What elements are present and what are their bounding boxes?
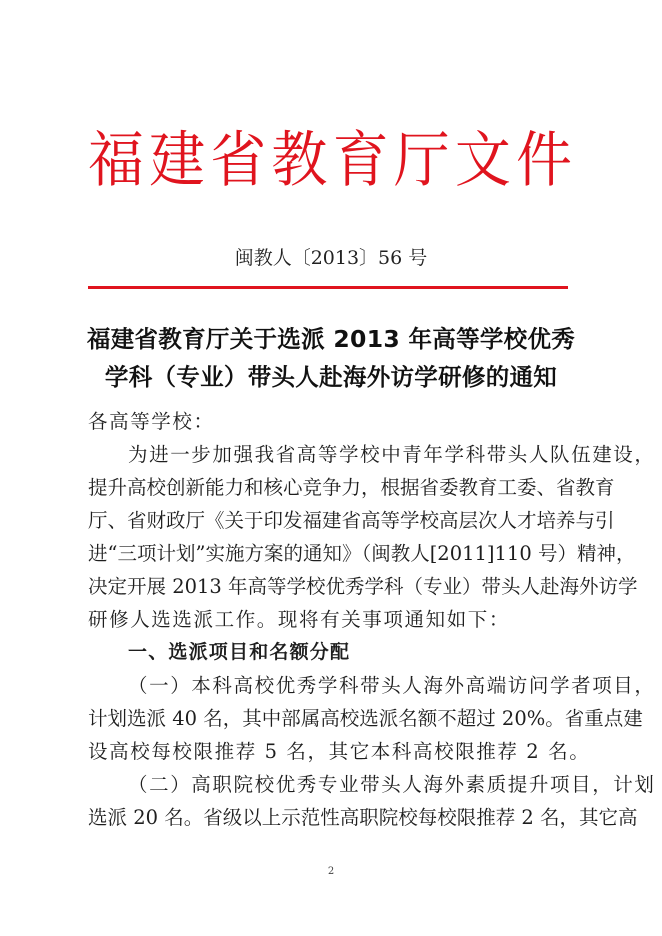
body-line: 选派 20 名。省级以上示范性高职院校每校限推荐 2 名，其它高	[88, 806, 638, 829]
body-line: 厅、省财政厅《关于印发福建省高等学校高层次人才培养与引	[88, 509, 615, 532]
masthead-char: 建	[149, 125, 206, 196]
body-line: 进“三项计划”实施方案的通知》（闽教人[2011]110 号）精神，	[88, 542, 636, 565]
body-line: 计划选派 40 名，其中部属高校选派名额不超过 20%。省重点建	[88, 707, 643, 730]
title-line-1: 福建省教育厅关于选派 2013 年高等学校优秀	[86, 325, 576, 353]
body-line: （二）高职院校优秀专业带头人海外素质提升项目，计划	[128, 773, 656, 796]
masthead-char: 厅	[393, 125, 450, 196]
salutation: 各高等学校：	[88, 410, 215, 433]
title-line-2: 学科（专业）带头人赴海外访学研修的通知	[104, 363, 558, 391]
body-line: 设高校每校限推荐 5 名，其它本科高校限推荐 2 名。	[88, 740, 591, 763]
masthead-char: 省	[210, 125, 267, 196]
masthead-char: 育	[332, 125, 389, 196]
document-title	[80, 320, 582, 396]
body-line: （一）本科高校优秀学科带头人海外高端访问学者项目，	[128, 674, 656, 697]
document-number: 闽教人〔2013〕56 号	[234, 247, 428, 269]
red-divider-rule	[88, 286, 568, 289]
masthead-char: 教	[271, 125, 328, 196]
document-body	[88, 405, 656, 834]
body-line: 决定开展 2013 年高等学校优秀学科（专业）带头人赴海外访学	[88, 575, 638, 598]
body-line: 提升高校创新能力和核心竞争力，根据省委教育工委、省教育	[88, 476, 615, 499]
masthead-char: 件	[515, 125, 572, 196]
page-number: 2	[327, 866, 335, 877]
masthead-char: 文	[454, 125, 511, 196]
body-line: 研修人选选派工作。现将有关事项通知如下：	[88, 608, 511, 631]
section-heading: 一、选派项目和名额分配	[128, 641, 351, 663]
body-line: 为进一步加强我省高等学校中青年学科带头人队伍建设，	[128, 443, 656, 466]
masthead-char: 福	[88, 125, 144, 196]
masthead-title	[88, 126, 572, 196]
